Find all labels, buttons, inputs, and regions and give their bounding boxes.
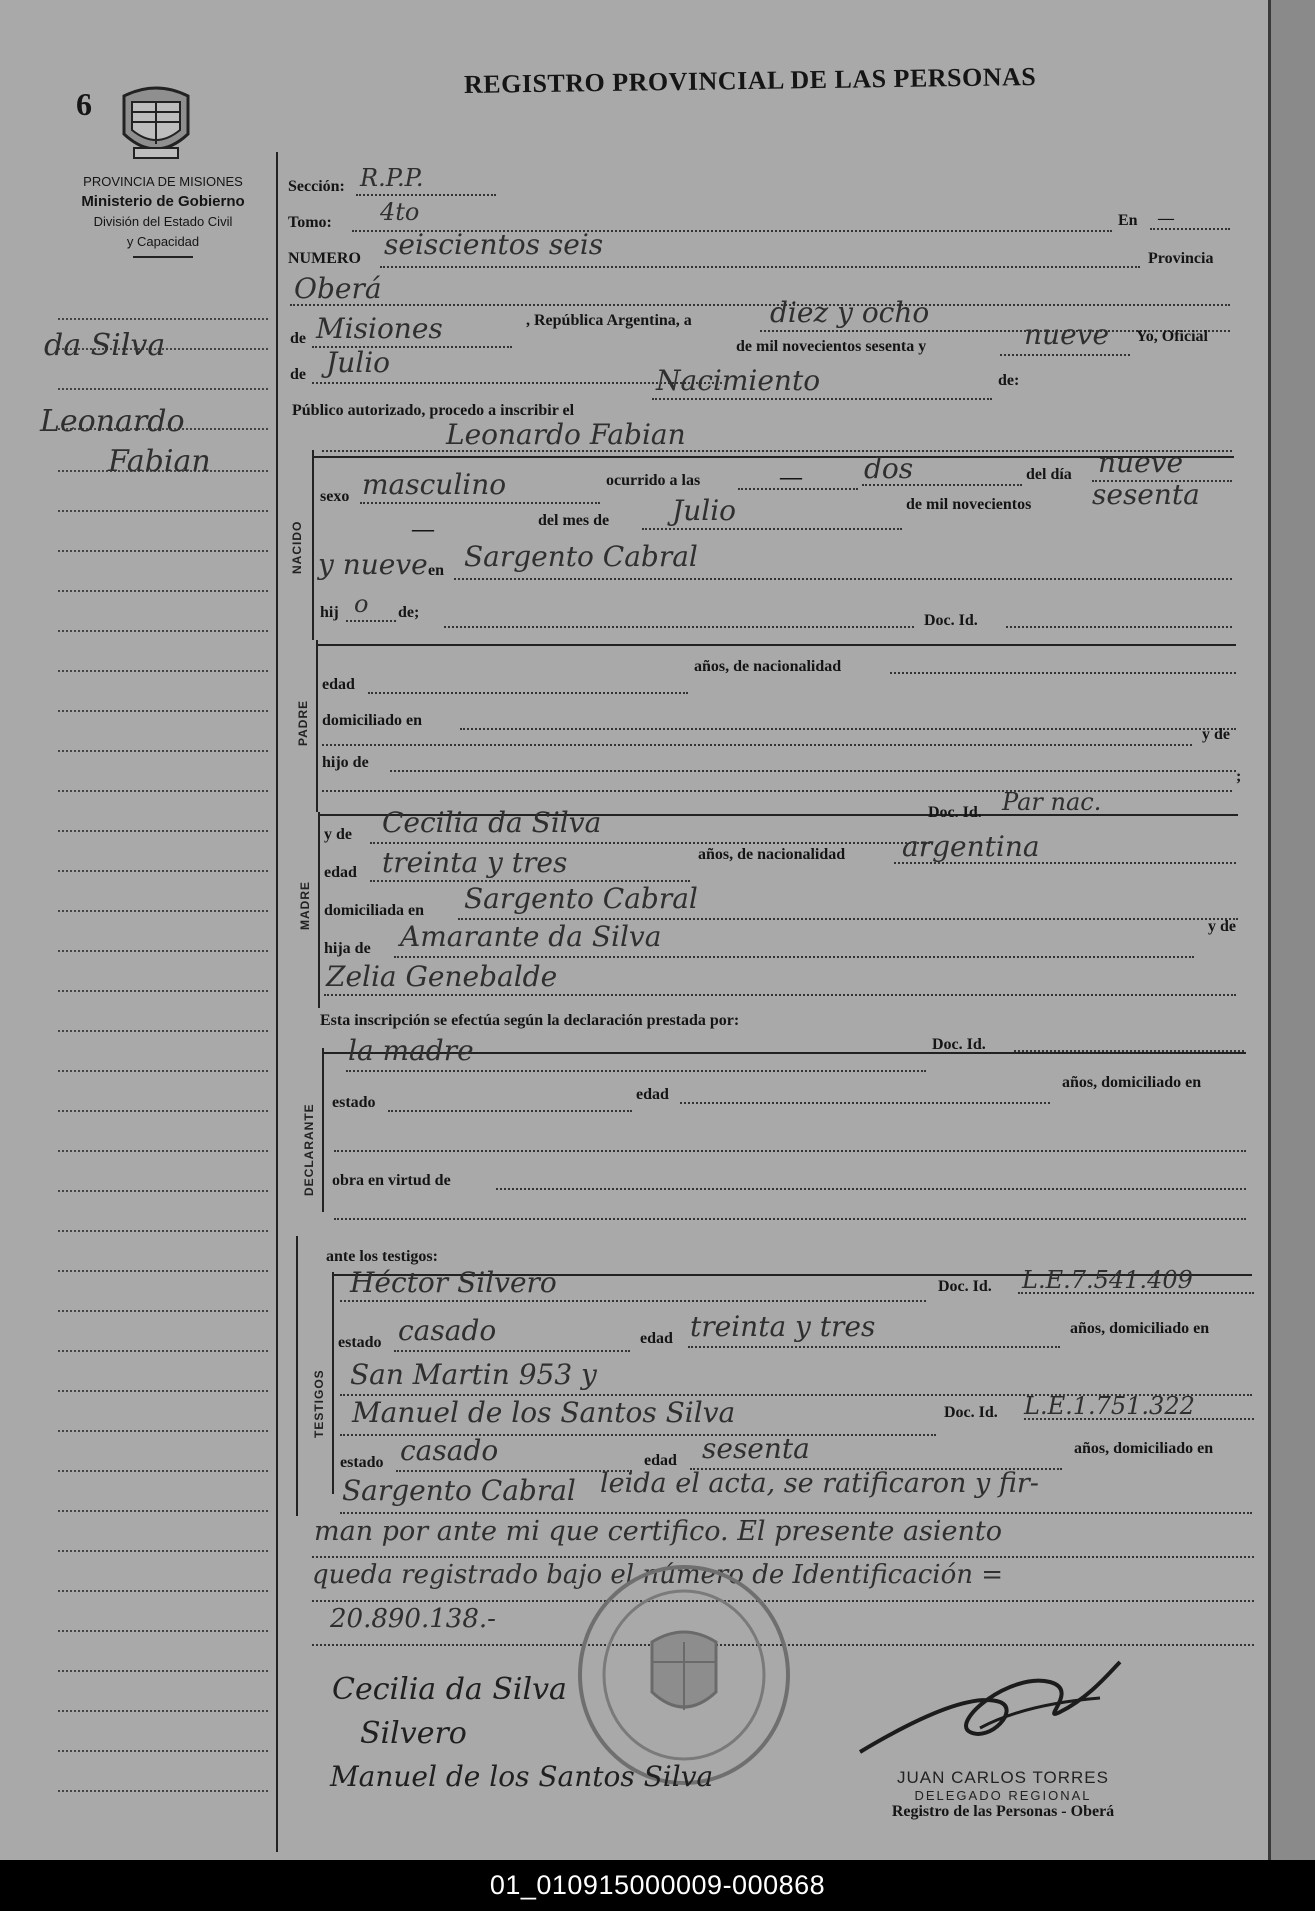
day-value: diez y ocho bbox=[770, 296, 930, 329]
sexo-label: sexo bbox=[320, 488, 350, 505]
margin-rule bbox=[276, 152, 278, 1852]
testigo-2-name: Manuel de los Santos Silva bbox=[352, 1396, 736, 1429]
de-colon-label: de: bbox=[998, 372, 1020, 389]
numero-value: seiscientos seis bbox=[384, 228, 604, 261]
en-label: En bbox=[1118, 212, 1138, 229]
madre-doc-label: Doc. Id. bbox=[928, 804, 982, 821]
issuer-division: División del Estado Civil bbox=[93, 214, 233, 229]
declarante-doc-label: Doc. Id. bbox=[932, 1036, 986, 1053]
padre-edad-label: edad bbox=[322, 676, 355, 693]
closing-line-3: queda registrado bajo el número de Identificación = bbox=[312, 1560, 1004, 1590]
testigos-rule bbox=[332, 1272, 334, 1494]
madre-domiciliada-label: domiciliada en bbox=[324, 902, 425, 919]
testigo-2-domicilio: Sargento Cabral bbox=[342, 1474, 576, 1507]
hij-value: o bbox=[354, 590, 369, 618]
del-mes-label: del mes de bbox=[538, 512, 610, 529]
madre-y-de-label: y de bbox=[324, 826, 352, 843]
page-title: REGISTRO PROVINCIAL DE LAS PERSONAS bbox=[463, 62, 1037, 99]
margin-given-name-1: Leonardo bbox=[40, 404, 185, 439]
scan-identifier: 01_010915000009-000868 bbox=[0, 1860, 1315, 1911]
padre-hijo-label: hijo de bbox=[322, 754, 369, 771]
declarante-edad-label: edad bbox=[636, 1086, 669, 1103]
testigo-2-edad-label: edad bbox=[644, 1452, 677, 1469]
seccion-label: Sección: bbox=[288, 178, 345, 195]
madre-hija-label: hija de bbox=[324, 940, 371, 957]
official-office: Registro de las Personas - Oberá bbox=[891, 1803, 1115, 1820]
declarante-estado-label: estado bbox=[332, 1094, 376, 1111]
madre-edad-value: treinta y tres bbox=[382, 846, 568, 879]
madre-doc-value: Par nac. bbox=[1002, 788, 1102, 816]
testigo-1-name: Héctor Silvero bbox=[350, 1266, 557, 1299]
signature-mother: Cecilia da Silva bbox=[332, 1672, 567, 1707]
official-block bbox=[858, 1768, 1148, 1821]
mes-value: Julio bbox=[672, 494, 737, 527]
publico-label: Público autorizado, procedo a inscribir el bbox=[292, 402, 575, 419]
testigos-outer-rule bbox=[296, 1236, 298, 1516]
hour-value: — bbox=[780, 464, 802, 489]
closing-line-2: man por ante mi que certifico. El presente asiento bbox=[314, 1516, 1003, 1547]
official-signature bbox=[850, 1632, 1130, 1762]
de-label-2: de bbox=[290, 366, 306, 383]
official-seal-stamp bbox=[574, 1562, 794, 1788]
madre-section-label: MADRE bbox=[298, 881, 312, 930]
official-title: DELEGADO REGIONAL bbox=[914, 1788, 1092, 1803]
tomo-label: Tomo: bbox=[288, 214, 332, 231]
child-name: Leonardo Fabian bbox=[446, 418, 686, 451]
padre-rule bbox=[316, 640, 318, 812]
testigo-1-anos-label: años, domiciliado en bbox=[1070, 1320, 1210, 1337]
issuer-province: PROVINCIA DE MISIONES bbox=[83, 174, 243, 189]
madre-parent-2: Zelia Genebalde bbox=[326, 960, 558, 993]
ocurrido-label: ocurrido a las bbox=[606, 472, 701, 489]
padre-section-label: PADRE bbox=[296, 699, 310, 746]
closing-line-4: 20.890.138.- bbox=[330, 1604, 496, 1634]
testigo-1-domicilio: San Martin 953 y bbox=[350, 1358, 597, 1391]
en-value: — bbox=[1158, 210, 1174, 227]
margin-given-name-2: Fabian bbox=[108, 444, 211, 479]
padre-semicolon: ; bbox=[1236, 768, 1242, 785]
declarante-section-label: DECLARANTE bbox=[302, 1103, 316, 1196]
de-label: de bbox=[290, 330, 306, 347]
madre-anos-label: años, de nacionalidad bbox=[698, 846, 846, 863]
testigo-1-estado-label: estado bbox=[338, 1334, 382, 1351]
page-number: 6 bbox=[76, 86, 92, 122]
tomo-value: 4to bbox=[380, 198, 420, 226]
province-value: Misiones bbox=[316, 312, 443, 345]
lugar-value: Sargento Cabral bbox=[464, 540, 698, 573]
testigo-1-doc-label: Doc. Id. bbox=[938, 1278, 992, 1295]
month-value: Julio bbox=[326, 346, 391, 379]
nacido-section-label: NACIDO bbox=[290, 520, 304, 574]
mil-novecientos-label: de mil novecientos bbox=[906, 496, 1032, 513]
testigo-1-doc: L.E.7.541.409 bbox=[1022, 1266, 1193, 1294]
declaration-intro: Esta inscripción se efectúa según la declaración prestada por: bbox=[320, 1012, 740, 1029]
sexo-value: masculino bbox=[362, 468, 507, 501]
hij-label: hij bbox=[320, 604, 339, 621]
oficial-label: Yo, Oficial bbox=[1136, 328, 1208, 345]
provincia-label: Provincia bbox=[1148, 250, 1214, 267]
minutes-value: dos bbox=[864, 452, 914, 485]
testigo-2-edad: sesenta bbox=[702, 1432, 810, 1465]
official-name: JUAN CARLOS TORRES bbox=[897, 1768, 1109, 1787]
testigo-2-anos-label: años, domiciliado en bbox=[1074, 1440, 1214, 1457]
de-semicolon-label: de; bbox=[398, 604, 420, 621]
issuer-block bbox=[48, 172, 278, 258]
nacido-rule bbox=[312, 450, 314, 640]
margin-surname: da Silva bbox=[44, 328, 166, 363]
year-label: de mil novecientos sesenta y bbox=[736, 338, 927, 355]
testigo-1-estado: casado bbox=[398, 1314, 497, 1347]
issuer-ministry: Ministerio de Gobierno bbox=[81, 193, 245, 210]
testigo-1-edad: treinta y tres bbox=[690, 1310, 876, 1343]
en-place-label: en bbox=[428, 562, 444, 579]
padre-y-de-label: y de bbox=[1202, 726, 1230, 743]
padre-anos-label: años, de nacionalidad bbox=[694, 658, 842, 675]
dash-value: — bbox=[412, 516, 434, 541]
place-value: Oberá bbox=[294, 272, 382, 305]
declarante-anos-label: años, domiciliado en bbox=[1062, 1074, 1202, 1091]
madre-edad-label: edad bbox=[324, 864, 357, 881]
madre-y-de-label-2: y de bbox=[1208, 918, 1236, 935]
nacido-doc-label: Doc. Id. bbox=[924, 612, 978, 629]
testigo-2-doc: L.E.1.751.322 bbox=[1024, 1392, 1195, 1420]
republica-label: , República Argentina, a bbox=[526, 312, 692, 329]
binding-gutter bbox=[1268, 0, 1315, 1860]
year-value-2: y nueve bbox=[318, 548, 428, 581]
testigo-2-estado: casado bbox=[400, 1434, 499, 1467]
testigo-2-doc-label: Doc. Id. bbox=[944, 1404, 998, 1421]
issuer-capacity: y Capacidad bbox=[126, 234, 200, 249]
madre-domicilio-value: Sargento Cabral bbox=[464, 882, 698, 915]
act-value: Nacimiento bbox=[656, 364, 821, 397]
numero-label: NUMERO bbox=[288, 250, 361, 267]
seccion-value: R.P.P. bbox=[360, 164, 424, 192]
signature-witness-2: Manuel de los Santos Silva bbox=[330, 1760, 714, 1793]
del-dia-label: del día bbox=[1026, 466, 1072, 483]
signature-witness-1: Silvero bbox=[360, 1716, 467, 1751]
closing-line-1: leida el acta, se ratificaron y fir- bbox=[600, 1468, 1039, 1499]
year-value-1: sesenta bbox=[1092, 478, 1200, 511]
madre-rule bbox=[318, 812, 320, 1008]
testigo-1-edad-label: edad bbox=[640, 1330, 673, 1347]
dia-value: nueve bbox=[1098, 446, 1184, 479]
testigos-section-label: TESTIGOS bbox=[312, 1369, 326, 1438]
madre-parent-1: Amarante da Silva bbox=[400, 920, 662, 953]
declarante-obra-label: obra en virtud de bbox=[332, 1172, 451, 1189]
province-coat-of-arms bbox=[116, 78, 196, 164]
year-value: nueve bbox=[1024, 318, 1110, 351]
padre-domiciliado-label: domiciliado en bbox=[322, 712, 423, 729]
madre-nacionalidad-value: argentina bbox=[902, 830, 1040, 863]
declarante-rule bbox=[322, 1048, 324, 1212]
madre-name: Cecilia da Silva bbox=[382, 806, 602, 839]
declarante-value: la madre bbox=[348, 1034, 474, 1067]
testigo-2-estado-label: estado bbox=[340, 1454, 384, 1471]
testigos-intro: ante los testigos: bbox=[326, 1248, 438, 1265]
